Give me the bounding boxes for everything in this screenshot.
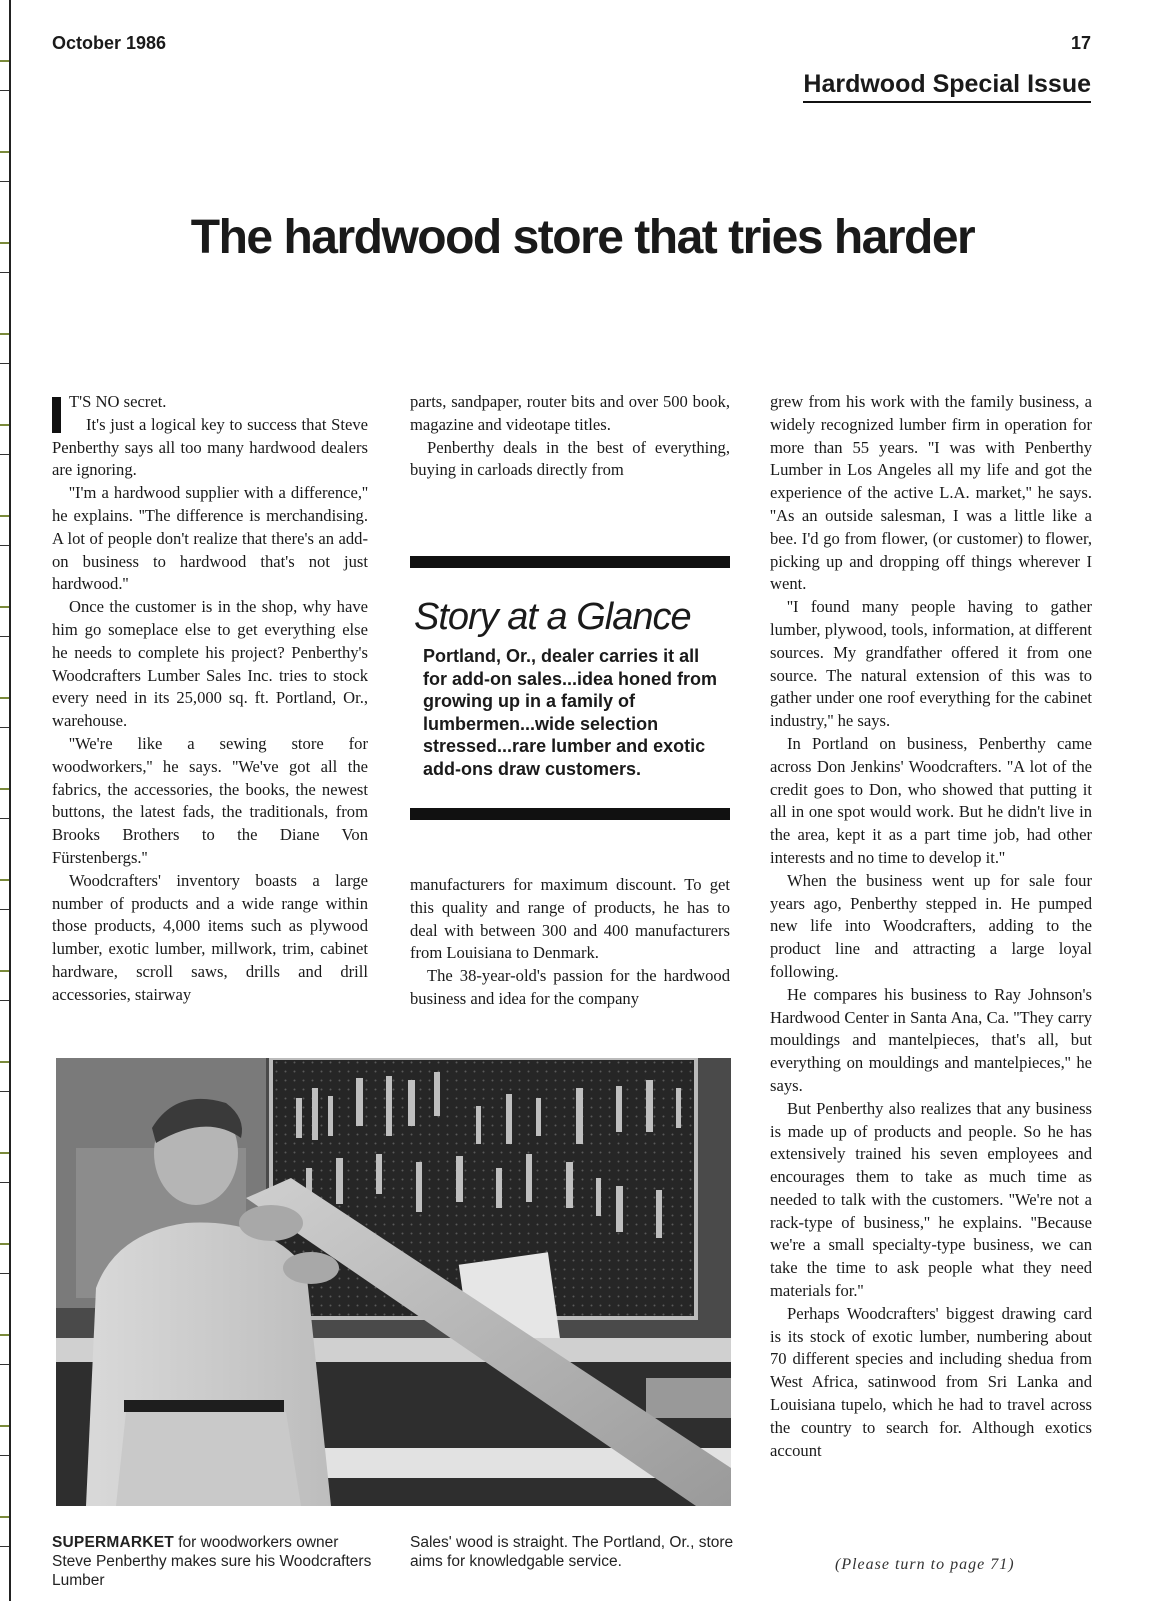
article-paragraph: ''We're like a sewing store for woodworkers,'' he says. ''We've got all the fabrics, the accessories, the books, the newest buttons, the latest fads, the traditionals, from Brooks Brothers to the Diane Von Fürstenbergs.'' [52, 733, 368, 867]
article-paragraph: parts, sandpaper, router bits and over 500 book, magazine and videotape titles. [410, 392, 730, 434]
article-paragraph: ''I found many people having to gather lumber, plywood, tools, information, at different sources. My grandfather offered it from one source. The natural extension of this was to gather under one roof everything for the cabinet industry,'' he says. [770, 597, 1092, 731]
section-title: Hardwood Special Issue [803, 70, 1091, 103]
article-paragraph: Woodcrafters' inventory boasts a large number of products and a wide range within those products, 4,000 items such as plywood lumber, exotic lumber, millwork, trim, cabinet hardware, scroll saws, drills and drill accessories, stairway [52, 870, 368, 1004]
glance-bottom-rule [410, 808, 730, 820]
issue-date: October 1986 [52, 33, 167, 53]
story-at-a-glance [410, 556, 730, 820]
article-paragraph: ''I'm a hardwood supplier with a difference,'' he explains. ''The difference is merchandising. A lot of people don't realize that there's an add-on business to hardwood that's not just hardwood.'' [52, 483, 368, 594]
caption-text: Sales' wood is straight. The Portland, Or., store aims for knowledgable service. [410, 1534, 734, 1570]
continued-jump-line: (Please turn to page 71) [835, 1556, 1015, 1573]
article-column-2-top [410, 391, 730, 482]
article-paragraph: It's just a logical key to success that Steve Penberthy says all too many hardwood dealers are ignoring. [52, 414, 368, 480]
article-headline: The hardwood store that tries harder [190, 211, 975, 264]
photo-caption-part-2 [410, 1533, 735, 1571]
glance-summary: Portland, Or., dealer carries it all for add-on sales...idea honed from growing up in a family of lumbermen...wide selection stressed...rare lumber and exotic add-ons draw customers. [423, 646, 718, 779]
photo-illustration [56, 1058, 731, 1506]
article-paragraph: Once the customer is in the shop, why have him go someplace else to get everything else he needs to complete his project? Penberthy's Woodcrafters Lumber Sales Inc. tries to stock every need in its 25,000 sq. ft. Portland, Or., warehouse. [52, 597, 368, 731]
photo-caption-part-1 [52, 1533, 382, 1590]
article-paragraph: Penberthy deals in the best of everything, buying in carloads directly from [410, 437, 730, 480]
article-column-3 [770, 391, 1092, 1462]
article-paragraph: When the business went up for sale four years ago, Penberthy stepped in. He pumped new life into Woodcrafters, adding to the product line and attracting a large loyal following. [770, 870, 1092, 981]
article-paragraph: In Portland on business, Penberthy came across Don Jenkins' Woodcrafters. ''A lot of the credit goes to Don, who showed that putting it all in one spot would work. But he didn't live in the area, kept it as a part time job, had other interests and no time to develop it.'' [770, 733, 1092, 867]
article-photo [56, 1058, 731, 1506]
glance-top-rule [410, 556, 730, 568]
article-paragraph: But Penberthy also realizes that any business is made up of products and people. So he has extensively trained his seven employees and encourages them to take as much time as needed to talk with the customers. ''We're not a rack-type of business,'' he explains. ''Because we're a small specialty-type business, we can take the time to ask people what they need materials for.'' [770, 1098, 1092, 1301]
caption-lead: SUPERMARKET [52, 1534, 174, 1551]
article-paragraph: T'S NO secret. [52, 391, 368, 414]
article-paragraph: manufacturers for maximum discount. To get this quality and range of products, he has to deal with between 300 and 400 manufacturers from Louisiana to Denmark. [410, 875, 730, 963]
article-paragraph: grew from his work with the family business, a widely recognized lumber firm in operation for more than 55 years. ''I was with Penberthy Lumber in Los Angeles all my life and got the experience of the active L.A. market,'' he says. ''As an outside salesman, I was a little like a bee. I'd go from flower, (or customer) to flower, picking up and dropping off things wherever I went. [770, 392, 1092, 594]
article-column-1 [52, 391, 368, 1007]
article-paragraph: Perhaps Woodcrafters' biggest drawing card is its stock of exotic lumber, numbering about 70 different species and including shedua from West Africa, satinwood from Sri Lanka and Louisiana tupelo, which he had to travel across the country to search for. Although exotics account [770, 1303, 1092, 1460]
page-number: 17 [1070, 33, 1091, 53]
article-paragraph: He compares his business to Ray Johnson's Hardwood Center in Santa Ana, Ca. ''They carry mouldings and mantelpieces, that's all, but everything on mouldings and mantelpieces,'' he says. [770, 984, 1092, 1095]
glance-title: Story at a Glance [414, 596, 691, 638]
drop-cap [52, 397, 61, 433]
article-column-2-bottom [410, 874, 730, 1011]
caption-text: for woodworkers owner Steve Penberthy makes sure his Woodcrafters Lumber [52, 1534, 372, 1589]
article-paragraph: The 38-year-old's passion for the hardwood business and idea for the company [410, 966, 730, 1008]
